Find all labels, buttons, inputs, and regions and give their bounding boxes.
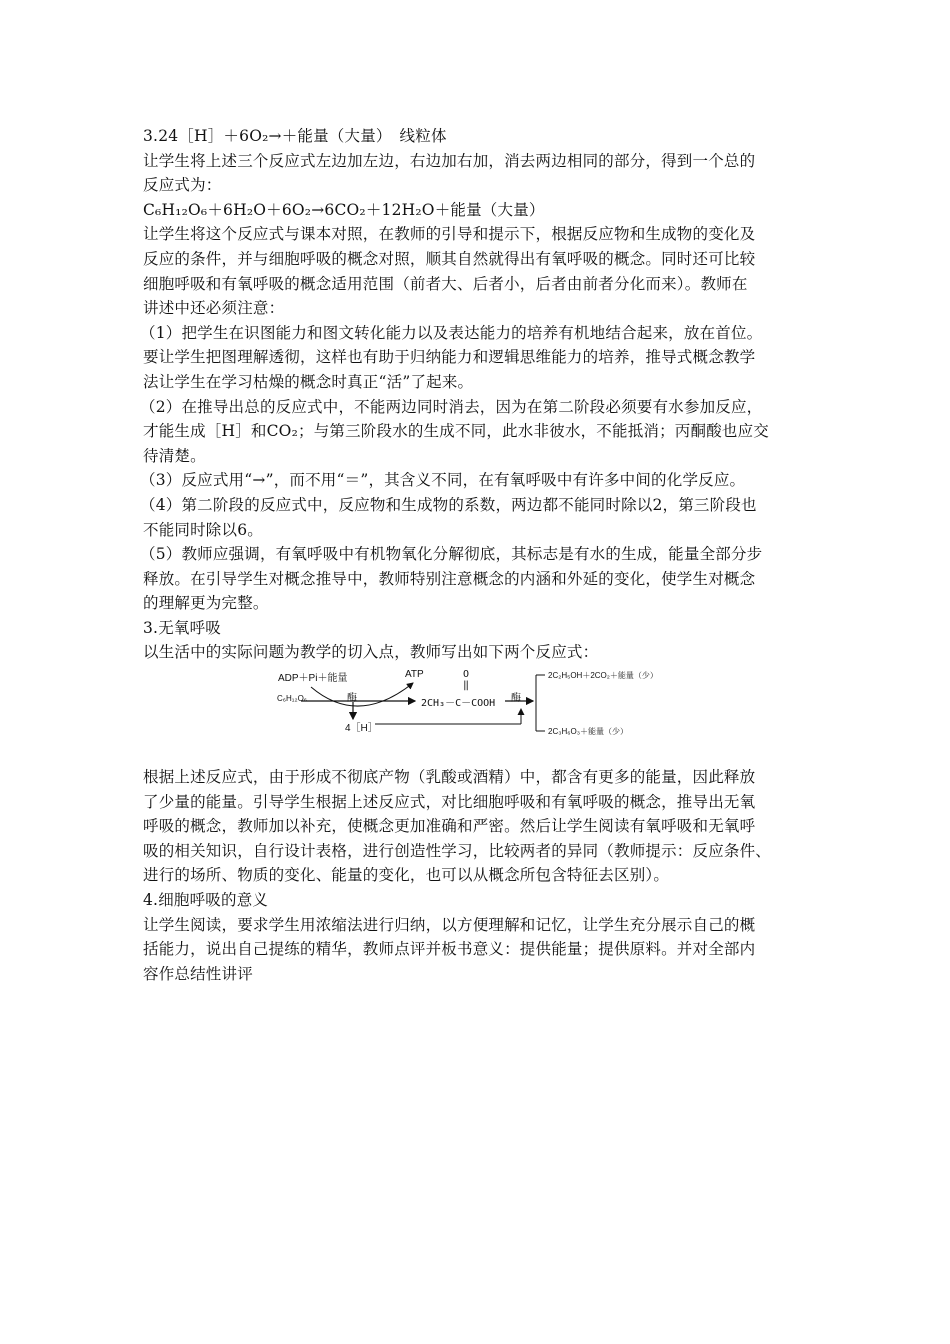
paragraph-line: 不能同时除以6。 xyxy=(143,520,263,539)
list-item-line: （2）在推导出总的反应式中，不能两边同时消去，因为在第二阶段必须要有水参加反应， xyxy=(140,397,763,416)
paragraph-line: 进行的场所、物质的变化、能量的变化，也可以从概念所包含特征去区别）。 xyxy=(143,866,670,885)
paragraph-line: 以生活中的实际问题为教学的切入点，教师写出如下两个反应式： xyxy=(143,643,599,662)
list-item-line: （4）第二阶段的反应式中，反应物和生成物的系数，两边都不能同时除以2，第三阶段也 xyxy=(140,495,757,514)
adp-label: ADP＋Pi＋能量 xyxy=(278,673,348,685)
oxygen-label: O xyxy=(463,669,470,681)
paragraph-line: 括能力，说出自己提练的精华，教师点评并板书意义：提供能量；提供原料。并对全部内 xyxy=(143,940,756,959)
paragraph-line: 根据上述反应式，由于形成不彻底产物（乳酸或酒精）中，都含有更多的能量，因此释放 xyxy=(143,768,756,787)
section-heading: 3.无氧呼吸 xyxy=(143,618,221,637)
enzyme-label-1: 酶 xyxy=(347,693,357,705)
paragraph-line: 释放。在引导学生对概念推导中，教师特别注意概念的内涵和外延的变化，使学生对概念 xyxy=(143,569,756,588)
atp-label: ATP xyxy=(405,669,424,681)
list-item-line: （5）教师应强调，有氧呼吸中有机物氧化分解彻底，其标志是有水的生成，能量全部分步 xyxy=(140,545,763,564)
list-item-line: （1）把学生在识图能力和图文转化能力以及表达能力的培养有机地结合起来，放在首位。 xyxy=(140,323,763,342)
paragraph-line: 呼吸的概念，教师加以补充，使概念更加准确和严密。然后让学生阅读有氧呼吸和无氧呼 xyxy=(143,817,756,836)
section-heading: 4.细胞呼吸的意义 xyxy=(143,891,269,910)
enzyme-label-2: 酶 xyxy=(511,693,521,705)
paragraph-line: 让学生将上述三个反应式左边加左边，右边加右加，消去两边相同的部分，得到一个总的 xyxy=(143,151,756,170)
paragraph-line: 了少量的能量。引导学生根据上述反应式，对比细胞呼吸和有氧呼吸的概念，推导出无氧 xyxy=(143,792,756,811)
paragraph-line: 细胞呼吸和有氧呼吸的概念适用范围（前者大、后者小，后者由前者分化而来）。教师在 xyxy=(143,274,748,293)
document-body xyxy=(140,124,823,986)
paragraph-line: 让学生将这个反应式与课本对照，在教师的引导和提示下，根据反应物和生成物的变化及 xyxy=(143,225,756,244)
pyruvate-label: 2CH₃－C－COOH xyxy=(421,698,496,710)
paragraph-line: 反应的条件，并与细胞呼吸的概念对照，顺其自然就得出有氧呼吸的概念。同时还可比较 xyxy=(143,249,756,268)
list-item-line: （3）反应式用“→”，而不用“＝”，其含义不同，在有氧呼吸中有许多中间的化学反应。 xyxy=(140,471,746,490)
paragraph-line: 待清楚。 xyxy=(143,446,206,465)
paragraph-line: 法让学生在学习枯燥的概念时真正“活”了起来。 xyxy=(143,372,474,391)
paragraph-line: 讲述中还必须注意： xyxy=(143,299,285,318)
atp-curve-arrow xyxy=(311,683,413,706)
paragraph-line: 要让学生把图理解透彻，这样也有助于归纳能力和逻辑思维能力的培养，推导式概念教学 xyxy=(143,348,756,367)
equation-line: C₆H₁₂O₆＋6H₂O＋6O₂→6CO₂＋12H₂O＋能量（大量） xyxy=(143,200,545,219)
glucose-label: C₆H₁₂O₆ xyxy=(277,694,308,704)
paragraph-line: 的理解更为完整。 xyxy=(143,594,269,613)
paragraph-line: 让学生阅读，要求学生用浓缩法进行归纳，以方便理解和记忆，让学生充分展示自己的概 xyxy=(143,915,756,934)
paragraph-line: 3.24［H］＋6O₂→＋能量（大量） 线粒体 xyxy=(143,127,447,145)
hydrogen-label: 4［H］ xyxy=(345,723,378,735)
double-bond-label: ‖ xyxy=(463,680,470,692)
paragraph-line: 才能生成［H］和CO₂；与第三阶段水的生成不同，此水非彼水，不能抵消；丙酮酸也应交 xyxy=(143,422,770,441)
paragraph-line: 反应式为： xyxy=(143,176,222,195)
anaerobic-reaction-diagram xyxy=(143,669,823,761)
paragraph-line: 吸的相关知识，自行设计表格，进行创造性学习，比较两者的异同（教师提示：反应条件、 xyxy=(143,841,772,860)
lactic-product-label: 2C₃H₆O₃＋能量（少） xyxy=(548,727,628,737)
paragraph-line: 容作总结性讲评 xyxy=(143,964,253,983)
reaction-arrows xyxy=(143,669,823,761)
alcohol-product-label: 2C₂H₅OH＋2CO₂＋能量（少） xyxy=(548,671,658,681)
